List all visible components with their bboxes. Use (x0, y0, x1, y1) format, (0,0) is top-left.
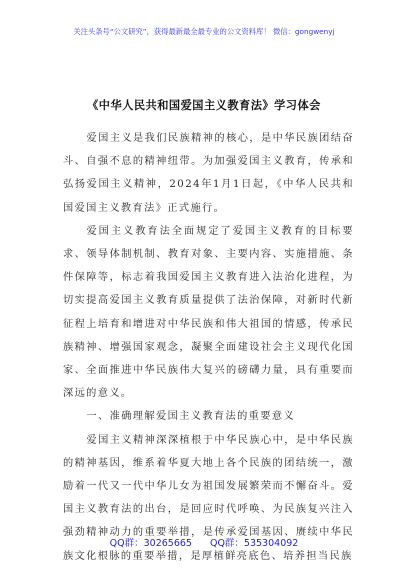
header-banner: 关注头条号“公文研究”，获得最新最全最专业的公文资料库！ 微信：gongwenyj (73, 27, 335, 36)
paragraph-significance: 爱国主义精神深深植根于中华民族心中，是中华民族的精神基因，维系着华夏大地上各个民族的团结统一，激励着一代又一代中华儿女为祖国发展繁荣而不懈奋斗。爱国主义教育法的出台，是回应时代呼唤、为民族复兴注入强劲精神动力的重要举措，是传承爱国基因、赓续中华民族文化根脉的重要举措，是厚植鲜亮底色、培养担当民族 (63, 434, 354, 562)
footer-qq-group-left: QQ群：30265665 (109, 538, 192, 549)
section-heading-1: 一、准确理解爱国主义教育法的重要意义 (86, 411, 296, 423)
paragraph-overview: 爱国主义教育法全面规定了爱国主义教育的目标要求、领导体制机制、教育对象、主要内容、实施措施、条件保障等，标志着我国爱国主义教育进入法治化进程，为切实提高爱国主义教育质量提供了法治保障，对新时代新征程上培育和增进对中华民族和伟大祖国的情感，传承民族精神、增强国家观念，凝聚全面建设社会主义现代化国家、全面推进中华民族伟大复兴的磅礴力量，具有重要而深远的意义。 (63, 225, 354, 400)
paragraph-intro: 爱国主义是我们民族精神的核心，是中华民族团结奋斗、自强不息的精神纽带。为加强爱国主义教育，传承和弘扬爱国主义精神，2024年1月1日起，《中华人民共和国爱国主义教育法》正式施行。 (63, 133, 354, 214)
document-body (63, 127, 354, 568)
footer-banner (0, 535, 408, 549)
footer-qq-group-right: QQ群：535304092 (209, 538, 299, 549)
document-title: 《中华人民共和国爱国主义教育法》学习体会 (87, 99, 321, 112)
